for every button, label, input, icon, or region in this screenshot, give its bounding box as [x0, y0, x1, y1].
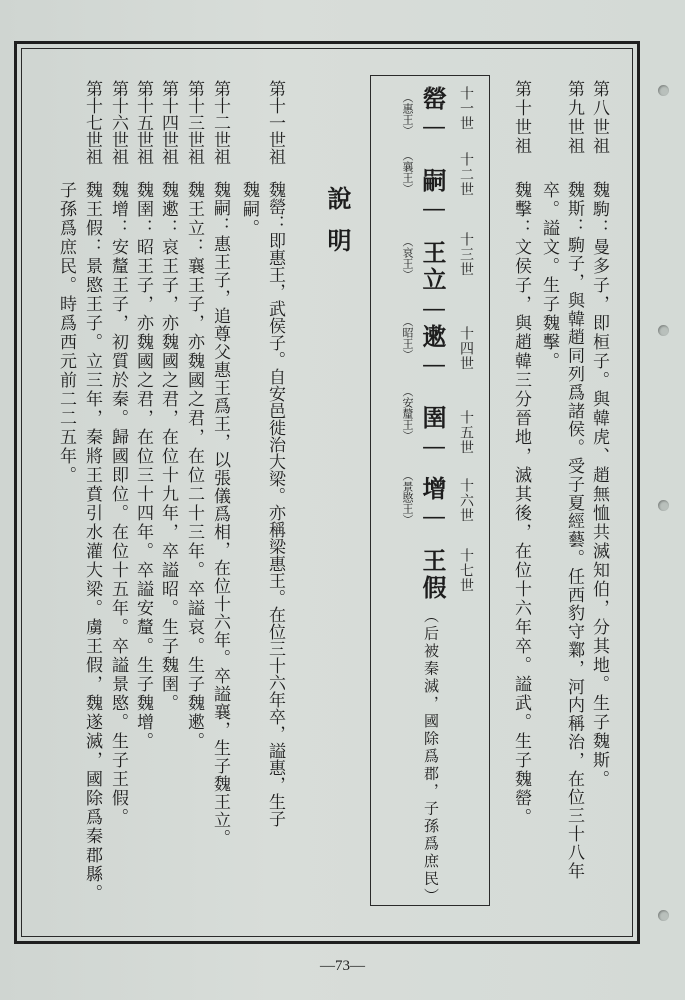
gen8-label: 第八世祖: [589, 80, 609, 156]
tree-name-si: 嗣: [418, 168, 447, 195]
gen14-text: 魏遬：哀王子，亦魏國之君，在位十九年，卒謚昭。生子魏圉。: [158, 181, 178, 713]
tree-gen-13: 十三世: [458, 232, 474, 277]
tree-name-zeng: 增: [418, 476, 447, 503]
binder-hole: [658, 85, 669, 96]
gen9-label: 第九世祖: [564, 80, 584, 156]
gen13-text: 魏王立：襄王子，亦魏國之君，在位二十三年。卒謚哀。生子魏遬。: [184, 181, 204, 751]
gen11-text-cont: 魏嗣。: [239, 181, 259, 238]
gen16-text: 魏增：安釐王子，初質於秦。歸國即位。在位十五年。卒謚景愍。生子王假。: [108, 181, 128, 827]
gen9-text: 魏斯：駒子，與韓趙同列爲諸侯。受子夏經藝。任西豹守鄴，河内稱治，在位三十八年: [564, 181, 584, 881]
tree-gen-11: 十一世: [458, 86, 474, 131]
gen12-label: 第十二世祖: [210, 80, 230, 165]
gen9-text-cont: 卒。謚文。生子魏擊。: [539, 181, 559, 371]
tree-title-anliwang: （安釐王）: [401, 386, 414, 441]
gen17-text-cont: 子孫爲庶民。時爲西元前二二五年。: [56, 181, 76, 485]
tree-title-xiangwang: （襄王）: [401, 150, 414, 194]
tree-connector: —: [420, 194, 448, 225]
gen10-text: 魏擊：文侯子，與趙韓三分晉地，滅其後，在位十六年卒。謚武。生子魏罃。: [511, 181, 531, 827]
tree-connector: —: [420, 432, 448, 463]
tree-title-jingminwang: （景愍王）: [401, 470, 414, 525]
tree-gen-16: 十六世: [458, 478, 474, 523]
tree-connector: —: [420, 294, 448, 325]
gen17-text: 魏王假：景愍王子。立三年，秦將王賁引水灌大梁。虜王假，魏遂滅，國除爲秦郡縣。: [82, 181, 102, 903]
tree-title-huiwang: （惠王）: [401, 92, 414, 136]
tree-title-aiwang: （哀王）: [401, 236, 414, 280]
tree-connector: —: [420, 350, 448, 381]
tree-gen-17: 十七世: [458, 548, 474, 593]
gen13-label: 第十三世祖: [184, 80, 204, 165]
gen16-label: 第十六世祖: [108, 80, 128, 165]
gen15-text: 魏圉：昭王子，亦魏國之君，在位三十四年。卒謚安釐。生子魏增。: [133, 181, 153, 751]
gen14-label: 第十四世祖: [158, 80, 178, 165]
tree-name-wangjia: 王假: [418, 548, 447, 602]
tree-gen-15: 十五世: [458, 410, 474, 455]
page-number: —73—: [320, 958, 365, 974]
binder-hole: [658, 500, 669, 511]
gen10-label: 第十世祖: [511, 80, 531, 156]
tree-name-wangli: 王立: [418, 240, 447, 294]
tree-name-su: 遬: [418, 324, 447, 351]
tree-extinction-note: （后被秦滅，國除爲郡，子孫爲庶民）: [422, 608, 440, 906]
binder-hole: [658, 910, 669, 921]
gen11-label: 第十一世祖: [265, 80, 285, 165]
tree-connector: —: [420, 112, 448, 143]
tree-title-zhaowang: （昭王）: [401, 316, 414, 360]
tree-gen-14: 十四世: [458, 326, 474, 371]
gen15-label: 第十五世祖: [133, 80, 153, 165]
tree-connector: —: [420, 502, 448, 533]
tree-name-yu: 圉: [418, 405, 447, 432]
gen11-text: 魏罃：即惠王，武侯子。自安邑徙治大梁。亦稱梁惠王。在位三十六年卒，謚惠，生子: [265, 181, 285, 827]
gen12-text: 魏嗣：惠王子，追尊父惠王爲王，以張儀爲相，在位十六年。卒謚襄，生子魏王立。: [210, 181, 230, 847]
binder-hole: [658, 325, 669, 336]
gen8-text: 魏駒：曼多子，即桓子。與韓虎、趙無恤共滅知伯，分其地。生子魏斯。: [589, 181, 609, 789]
tree-gen-12: 十二世: [458, 152, 474, 197]
explanation-heading: 說明: [323, 186, 352, 270]
tree-name-ying: 罃: [418, 86, 447, 113]
gen17-label: 第十七世祖: [82, 80, 102, 165]
